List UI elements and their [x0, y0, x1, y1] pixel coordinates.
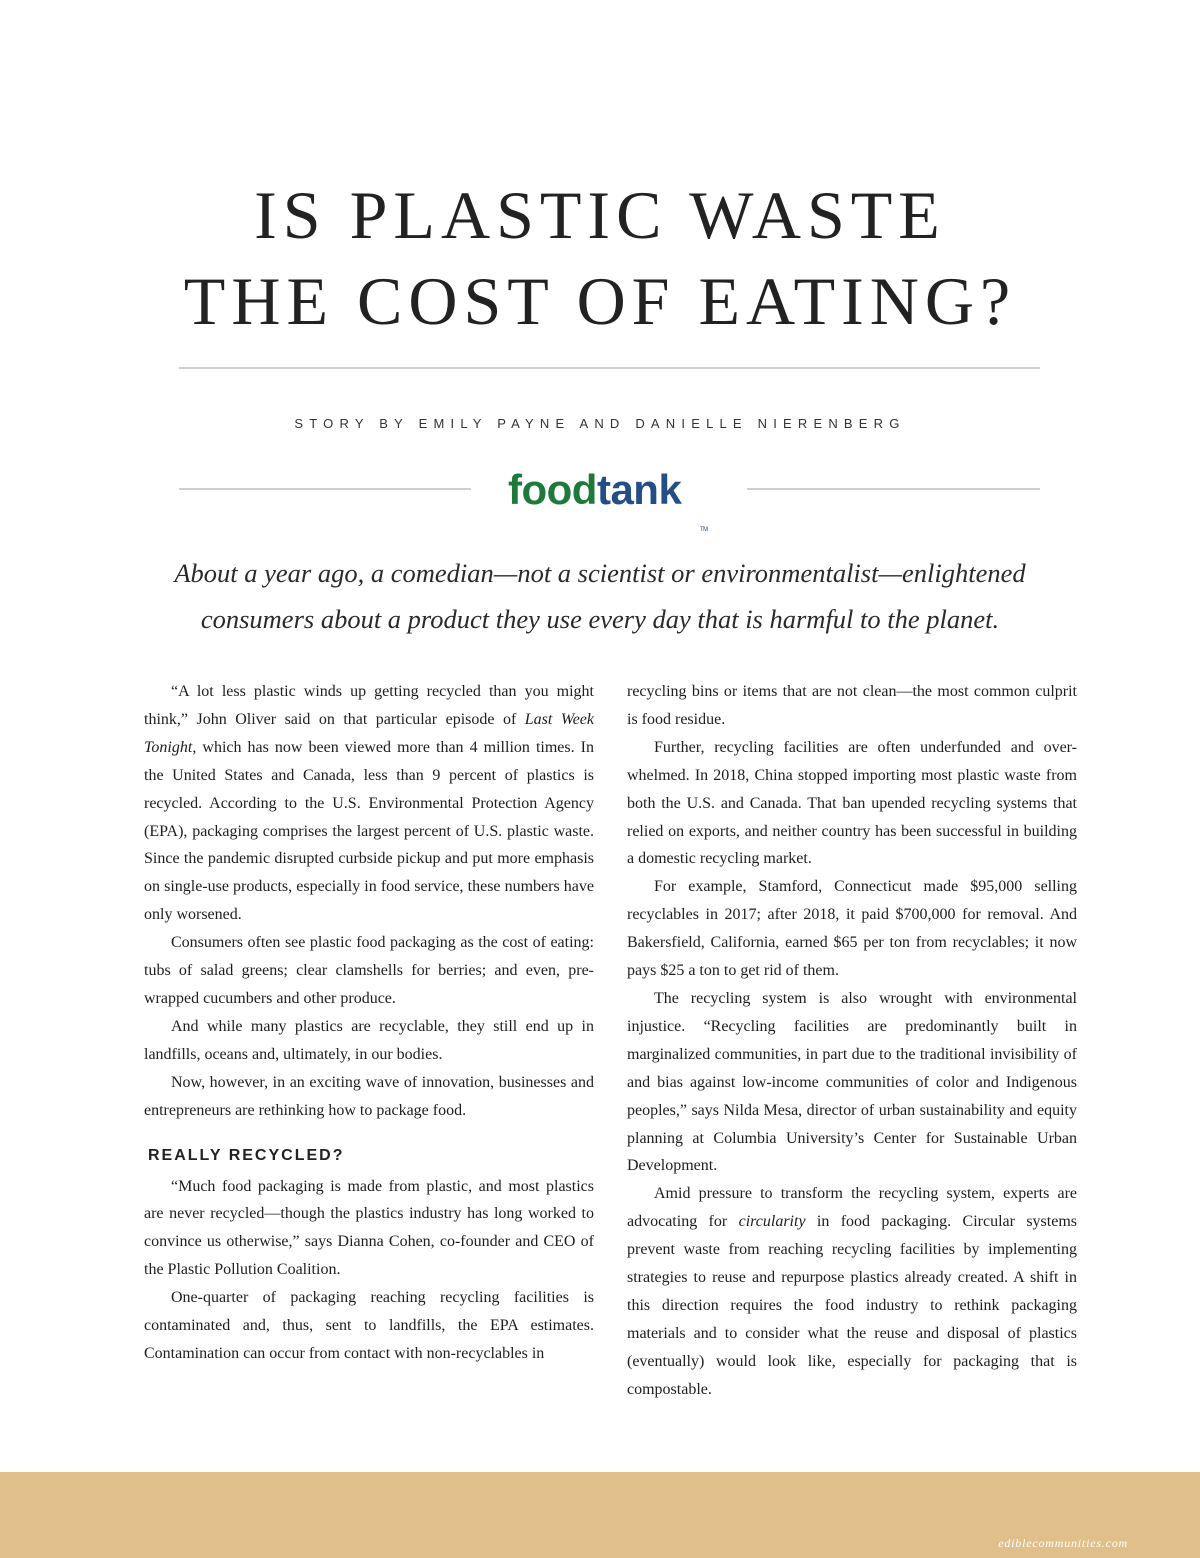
article-column-right [627, 678, 1077, 1404]
paragraph: One-quarter of packaging reaching recycling facilities is contaminated and, thus, sent to landfills, the EPA estimates. Contamination can occur from contact with non-recyclables in [144, 1289, 594, 1362]
text-run: , which has now been viewed more than 4 million times. In the United States and Canada, less than 9 percent of plastics is recycled. According to the U.S. Environmental Protection Agency (EPA), packaging comprises the largest percent of U.S. plastic waste. Since the pandemic disrupted curbside pickup and put more emphasis on single-use products, especially in food service, these numbers have only worsened. [144, 738, 594, 924]
paragraph: And while many plastics are recyclable, they still end up in landfills, oceans and, ultimately, in our bodies. [144, 1017, 594, 1063]
text-run: “A lot less plastic winds up getting recycled than you might think,” John Oliver said on that particular episode of [144, 683, 594, 728]
title-line-2: THE COST OF EATING? [183, 263, 1017, 339]
article-dek [100, 550, 1100, 642]
logo-food-text: food [508, 466, 597, 513]
logo-divider-right [747, 488, 1040, 490]
dek-line-2: consumers about a product they use every day that is harmful to the planet. [200, 604, 1000, 634]
article-column-left [144, 678, 594, 1368]
section-heading: REALLY RECYCLED? [148, 1146, 345, 1164]
paragraph: The recycling system is also wrought with environmental injustice. “Recycling facilities are predominantly built in marginalized communities, in part due to the traditional invisibility of and bias against low-income communities of color and Indigenous peoples,” says Nilda Mesa, director of urban sustainability and equity planning at Columbia University’s Center for Sustainable Urban Development. [627, 989, 1077, 1175]
paragraph: Consumers often see plastic food packaging as the cost of eating: tubs of salad greens; clear clamshells for berries; and even, pre-wrapped cucumbers and other produce. [144, 934, 594, 1007]
title-line-1: IS PLASTIC WASTE [254, 177, 946, 253]
logo-trademark: TM [700, 527, 708, 533]
byline: STORY BY EMILY PAYNE AND DANIELLE NIERENBERG [294, 416, 906, 431]
paragraph: “Much food packaging is made from plastic, and most plastics are never recycled—though the plastics industry has long worked to convince us otherwise,” says Dianna Cohen, co-founder and CEO of the Plastic Pollution Coalition. [144, 1177, 594, 1279]
paragraph: recycling bins or items that are not clean—the most common culprit is food residue. [627, 683, 1077, 728]
title-divider [179, 367, 1040, 369]
paragraph: Now, however, in an exciting wave of innovation, businesses and entrepreneurs are rethinking how to package food. [144, 1073, 594, 1119]
foodtank-logo [508, 465, 718, 533]
text-run: Amid pressure to transform the recycling system, experts are advocating for [627, 1185, 1077, 1231]
paragraph [627, 1180, 1077, 1403]
show-title: Last Week Tonight [144, 710, 595, 756]
emphasis: circularity [738, 1213, 806, 1231]
text-run: in food packaging. Circular systems prevent waste from reaching recycling facilities by implementing strategies to reuse and repurpose plastics already created. A shift in this direction requires the food industry to rethink packaging materials and to consider what the reuse and disposal of plastics (eventually) would look like, especially for packaging that is compostable. [627, 1213, 1077, 1398]
paragraph: For example, Stamford, Connecticut made $95,000 selling recyclables in 2017; after 2018, it paid $700,000 for removal. And Bakersfield, California, earned $65 per ton from recyclables; it now pays $25 a ton to get rid of them. [627, 878, 1077, 980]
logo-divider-left [179, 488, 471, 490]
article-title [0, 172, 1200, 344]
dek-line-1: About a year ago, a comedian—not a scientist or environmentalist—enlightened [174, 558, 1026, 588]
paragraph [144, 678, 594, 929]
paragraph: Further, recycling facilities are often underfunded and over-whelmed. In 2018, China stopped importing most plastic waste from both the U.S. and Canada. That ban upended recycling systems that relied on exports, and neither country has been successful in building a domestic recycling market. [627, 738, 1077, 868]
footer-url: ediblecommunities.com [998, 1536, 1128, 1550]
logo-tank-text: tank [596, 466, 682, 513]
